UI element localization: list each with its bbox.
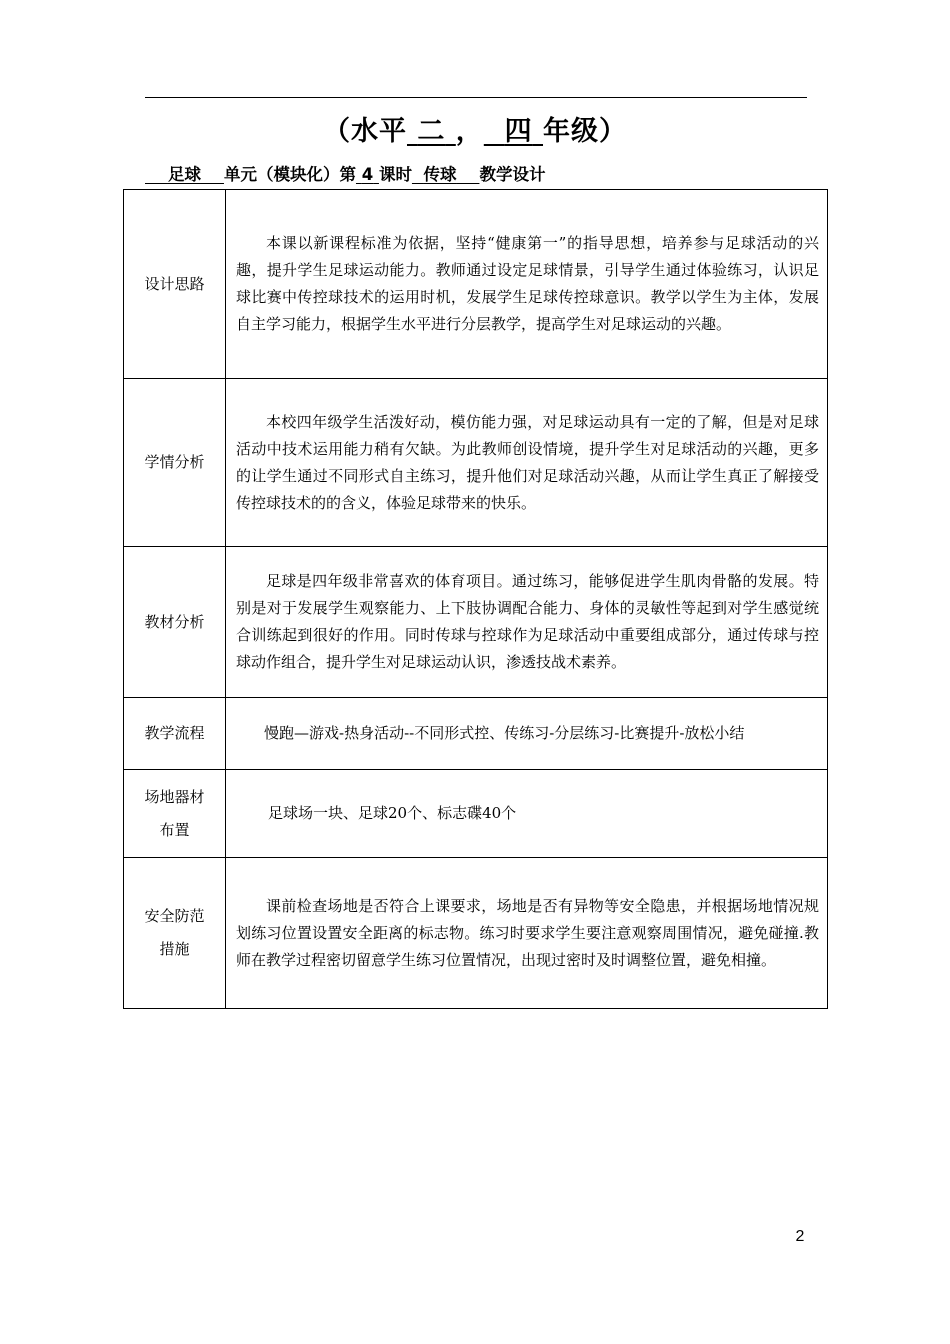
safety-measures-label: 安全防范 措施	[124, 858, 226, 1009]
table-row	[124, 770, 828, 858]
unit-text: 单元（模块化）第	[223, 165, 356, 184]
lesson-plan-table	[123, 189, 828, 1009]
design-idea-content: 本课以新课程标准为依据，坚持“健康第一”的指导思想，培养参与足球活动的兴趣，提升学生足球运动能力。教师通过设定足球情景，引导学生通过体验练习，认识足球比赛中传控球技术的运用时机，发展学生足球传控球意识。教学以学生为主体，发展自主学习能力，根据学生水平进行分层教学，提高学生对足球运动的兴趣。	[226, 190, 828, 379]
design-idea-label: 设计思路	[124, 190, 226, 379]
design-text: 教学设计	[479, 165, 546, 184]
lesson-subtitle	[145, 162, 845, 188]
title-suffix: 年级）	[543, 116, 628, 147]
table-row	[124, 547, 828, 698]
page-number: 2	[795, 1228, 805, 1245]
safety-measures-content: 课前检查场地是否符合上课要求，场地是否有异物等安全隐患，并根据场地情况规划练习位置设置安全距离的标志物。练习时要求学生要注意观察周围情况，避免碰撞.教师在教学过程密切留意学生练习位置情况，出现过密时及时调整位置，避免相撞。	[226, 858, 828, 1009]
title-separator: ，	[455, 116, 484, 147]
table-row	[124, 190, 828, 379]
student-analysis-content: 本校四年级学生活泼好动，模仿能力强，对足球运动具有一定的了解，但是对足球活动中技术运用能力稍有欠缺。为此教师创设情境，提升学生对足球活动的兴趣，更多的让学生通过不同形式自主练习，提升他们对足球活动兴趣，从而让学生真正了解接受传控球技术的的含义，体验足球带来的快乐。	[226, 379, 828, 547]
teaching-flow-label: 教学流程	[124, 698, 226, 770]
table-row	[124, 858, 828, 1009]
material-analysis-label: 教材分析	[124, 547, 226, 698]
subject-value: 足球	[167, 165, 201, 184]
title-prefix: （水平	[322, 116, 407, 147]
student-analysis-label: 学情分析	[124, 379, 226, 547]
lesson-number: 4	[361, 165, 374, 184]
topic-value: 传球	[423, 165, 457, 184]
venue-equipment-content: 足球场一块、足球20个、标志碟40个	[226, 770, 828, 858]
lesson-word: 课时	[378, 165, 412, 184]
teaching-flow-content: 慢跑—游戏-热身活动--不同形式控、传练习-分层练习-比赛提升-放松小结	[226, 698, 828, 770]
level-value: 二	[417, 116, 446, 147]
table-row	[124, 698, 828, 770]
page-title	[0, 110, 950, 154]
material-analysis-content: 足球是四年级非常喜欢的体育项目。通过练习，能够促进学生肌肉骨骼的发展。特别是对于发展学生观察能力、上下肢协调配合能力、身体的灵敏性等起到对学生感觉统合训练起到很好的作用。同时传球与控球作为足球活动中重要组成部分，通过传球与控球动作组合，提升学生对足球运动认识，渗透技战术素养。	[226, 547, 828, 698]
grade-value: 四	[504, 116, 533, 147]
table-row	[124, 379, 828, 547]
venue-equipment-label: 场地器材 布置	[124, 770, 226, 858]
header-rule	[145, 97, 807, 98]
